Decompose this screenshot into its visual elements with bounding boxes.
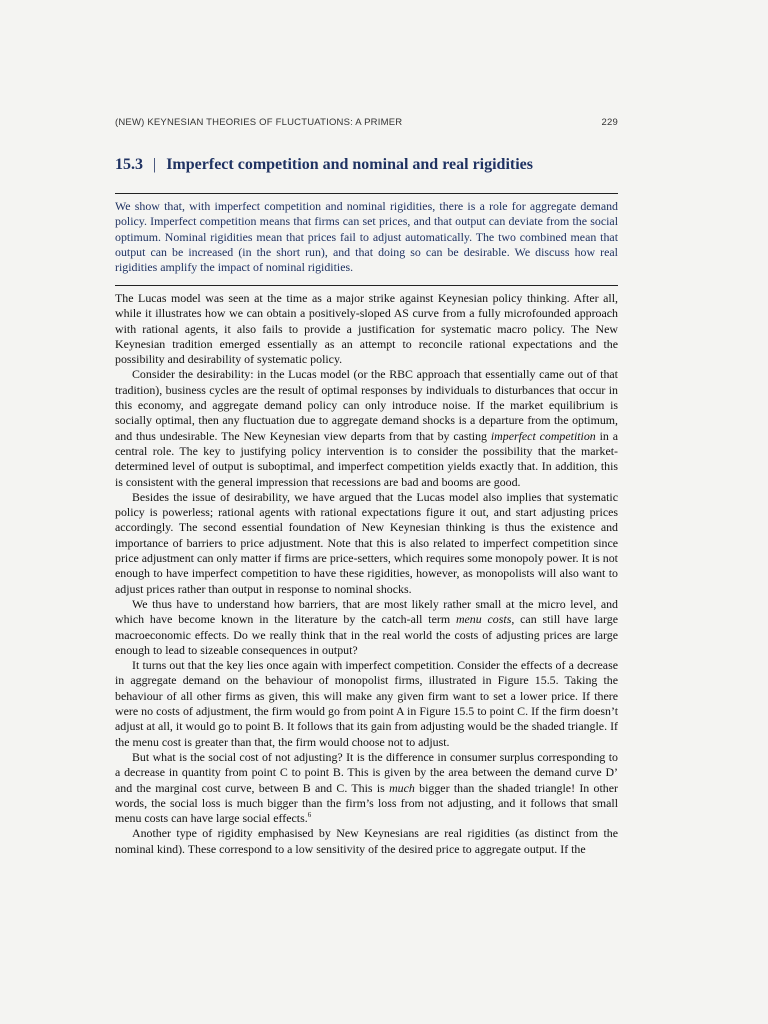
body-text — [115, 291, 618, 857]
emphasis-menu-costs: menu costs — [455, 612, 512, 627]
running-header — [115, 117, 618, 128]
paragraph-1: The Lucas model was seen at the time as a major strike against Keynesian policy thinking. After all, while it illustrates how we can obtain a positively-sloped AS curve from a fully microfounded approach with rational agents, it also fails to provide a justification for systematic macro policy. The New Keynesian tradition emerged essentially as an attempt to reconcile rational expectations and the possibility and desirability of systematic policy. — [115, 291, 618, 367]
abstract-top-rule — [115, 193, 618, 194]
paragraph-3: Besides the issue of desirability, we have argued that the Lucas model also implies that systematic policy is powerless; rational agents with rational expectations figure it out, and start adjusting prices accordingly. The second essential foundation of New Keynesian thinking is thus the existence and importance of barriers to price adjustment. Note that this is also related to imperfect competition since price adjustment can only matter if firms are price-setters, which requires some monopoly power. It is not enough to have imperfect competition to have these rigidities, however, as monopolists will also want to adjust prices rather than output in response to nominal shocks. — [115, 489, 618, 596]
paragraph-7: Another type of rigidity emphasised by New Keynesians are real rigidities (as distinct from the nominal kind). These correspond to a low sensitivity of the desired price to aggregate output. If the — [115, 826, 618, 856]
emphasis-imperfect-competition: imperfect competition — [490, 428, 596, 443]
section-number: 15.3 — [115, 156, 143, 173]
section-heading — [115, 156, 618, 174]
paragraph-6: But what is the social cost of not adjusting? It is the difference in consumer surplus corresponding to a decrease in quantity from point C to point B. This is given by the area between the demand curve D’ and the marginal cost curve, between B and C. This is much bigger than the shaded triangle! In other words, the social loss is much bigger than the firm’s loss from not adjusting, and it follows that small menu costs can have large social effects.$^6$ — [115, 749, 618, 826]
paragraph-4: We thus have to understand how barriers, that are most likely rather small at the micro level, and which have become known in the literature by the catch-all term menu costs, can still have large macroeconomic effects. Do we really think that in the real world the costs of adjusting prices are large enough to lead to sizeable consequences in output? — [115, 596, 619, 657]
running-title: (NEW) KEYNESIAN THEORIES OF FLUCTUATIONS: A PRIMER — [115, 117, 403, 128]
paragraph-5: It turns out that the key lies once again with imperfect competition. Consider the effects of a decrease in aggregate demand on the behaviour of monopolist firms, illustrated in Figure 15.5. Taking the behaviour of all other firms as given, this will make any given firm want to set a lower price. If there were no costs of adjustment, the firm would go from point A in Figure 15.5 to point C. If the firm doesn’t adjust at all, it would go to point B. It follows that its gain from adjusting would be the shaded triangle. If the menu cost is greater than that, the firm would choose not to adjust. — [115, 658, 618, 749]
abstract-bottom-rule — [115, 285, 618, 286]
emphasis-much: much — [389, 780, 415, 795]
footnote-marker[interactable]: 6 — [307, 811, 312, 820]
section-abstract: We show that, with imperfect competition and nominal rigidities, there is a role for aggregate demand policy. Imperfect competition means that firms can set prices, and that output can deviate from the social optimum. Nominal rigidities mean that prices fail to adjust automatically. The two combined mean that output can be increased (in the short run), and that doing so can be desirable. We discuss how real rigidities amplify the impact of nominal rigidities. — [115, 199, 618, 275]
section-title: Imperfect competition and nominal and real rigidities — [166, 156, 533, 173]
section-separator: | — [153, 156, 157, 173]
page-number: 229 — [601, 117, 618, 128]
paragraph-2: Consider the desirability: in the Lucas model (or the RBC approach that essentially came out of that tradition), business cycles are the result of optimal responses by individuals to disturbances that occur in this economy, and aggregate demand policy can only introduce noise. If the market equilibrium is socially optimal, then any fluctuation due to aggregate demand shocks is a departure from the optimum, and thus undesirable. The New Keynesian view departs from that by casting imperfect competition in a central role. The key to justifying policy intervention is to consider the possibility that the market-determined level of output is suboptimal, and imperfect competition yields exactly that. In addition, this is consistent with the general impression that recessions are bad and booms are good. — [115, 367, 618, 489]
